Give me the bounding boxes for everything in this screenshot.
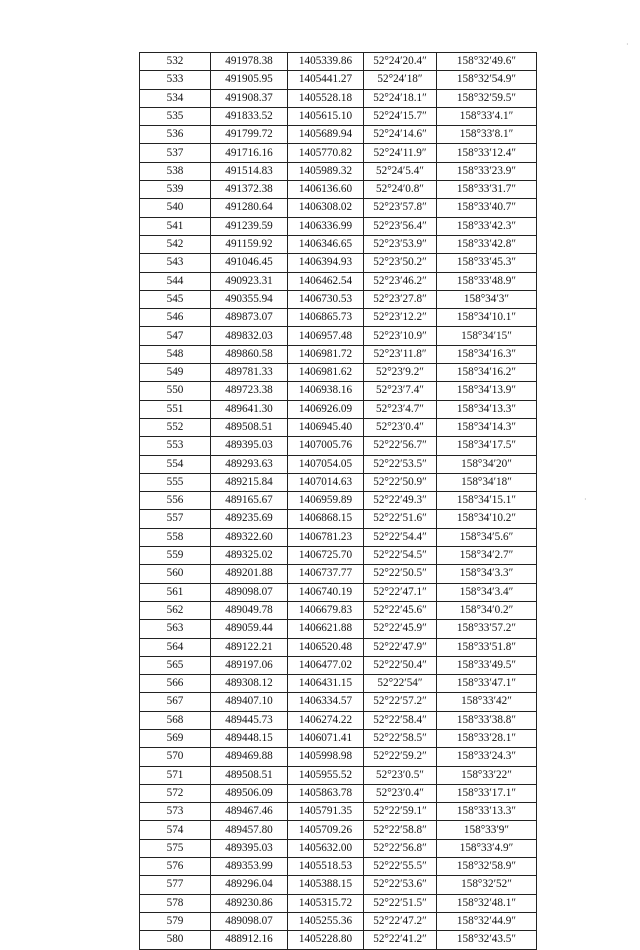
longitude-cell: 158°32′58.9″ bbox=[437, 858, 537, 876]
latitude-cell: 52°22′54.4″ bbox=[364, 528, 437, 546]
x-coordinate-cell: 489322.60 bbox=[211, 528, 288, 546]
point-number-cell: 558 bbox=[140, 528, 211, 546]
y-coordinate-cell: 1407005.76 bbox=[288, 437, 364, 455]
latitude-cell: 52°22′54″ bbox=[364, 675, 437, 693]
table-row bbox=[140, 272, 537, 290]
longitude-cell: 158°34′10.2″ bbox=[437, 510, 537, 528]
point-number-cell: 569 bbox=[140, 729, 211, 747]
table-row bbox=[140, 144, 537, 162]
x-coordinate-cell: 491514.83 bbox=[211, 162, 288, 180]
y-coordinate-cell: 1406308.02 bbox=[288, 199, 364, 217]
x-coordinate-cell: 491239.59 bbox=[211, 217, 288, 235]
longitude-cell: 158°33′12.4″ bbox=[437, 144, 537, 162]
y-coordinate-cell: 1407014.63 bbox=[288, 473, 364, 491]
latitude-cell: 52°22′57.2″ bbox=[364, 693, 437, 711]
table-row bbox=[140, 345, 537, 363]
table-row bbox=[140, 729, 537, 747]
x-coordinate-cell: 491046.45 bbox=[211, 254, 288, 272]
longitude-cell: 158°33′22″ bbox=[437, 766, 537, 784]
longitude-cell: 158°34′15″ bbox=[437, 327, 537, 345]
longitude-cell: 158°33′47.1″ bbox=[437, 675, 537, 693]
table-row bbox=[140, 418, 537, 436]
y-coordinate-cell: 1406865.73 bbox=[288, 309, 364, 327]
x-coordinate-cell: 489873.07 bbox=[211, 309, 288, 327]
longitude-cell: 158°34′16.2″ bbox=[437, 364, 537, 382]
point-number-cell: 544 bbox=[140, 272, 211, 290]
x-coordinate-cell: 489469.88 bbox=[211, 748, 288, 766]
y-coordinate-cell: 1406520.48 bbox=[288, 638, 364, 656]
table-row bbox=[140, 931, 537, 949]
x-coordinate-cell: 491833.52 bbox=[211, 107, 288, 125]
point-number-cell: 565 bbox=[140, 656, 211, 674]
longitude-cell: 158°34′13.3″ bbox=[437, 400, 537, 418]
table-row bbox=[140, 199, 537, 217]
point-number-cell: 552 bbox=[140, 418, 211, 436]
table-row bbox=[140, 894, 537, 912]
table-row bbox=[140, 473, 537, 491]
table-row bbox=[140, 107, 537, 125]
x-coordinate-cell: 489448.15 bbox=[211, 729, 288, 747]
x-coordinate-cell: 491159.92 bbox=[211, 235, 288, 253]
y-coordinate-cell: 1406981.72 bbox=[288, 345, 364, 363]
point-number-cell: 567 bbox=[140, 693, 211, 711]
latitude-cell: 52°22′47.1″ bbox=[364, 583, 437, 601]
y-coordinate-cell: 1406926.09 bbox=[288, 400, 364, 418]
coordinates-table bbox=[139, 52, 537, 950]
longitude-cell: 158°33′8.1″ bbox=[437, 126, 537, 144]
x-coordinate-cell: 491908.37 bbox=[211, 89, 288, 107]
latitude-cell: 52°22′54.5″ bbox=[364, 547, 437, 565]
point-number-cell: 553 bbox=[140, 437, 211, 455]
table-row bbox=[140, 876, 537, 894]
y-coordinate-cell: 1407054.05 bbox=[288, 455, 364, 473]
latitude-cell: 52°22′58.5″ bbox=[364, 729, 437, 747]
longitude-cell: 158°33′42″ bbox=[437, 693, 537, 711]
longitude-cell: 158°33′38.8″ bbox=[437, 711, 537, 729]
table-row bbox=[140, 455, 537, 473]
longitude-cell: 158°33′28.1″ bbox=[437, 729, 537, 747]
latitude-cell: 52°23′0.4″ bbox=[364, 418, 437, 436]
point-number-cell: 545 bbox=[140, 290, 211, 308]
latitude-cell: 52°23′53.9″ bbox=[364, 235, 437, 253]
latitude-cell: 52°23′12.2″ bbox=[364, 309, 437, 327]
latitude-cell: 52°24′0.8″ bbox=[364, 181, 437, 199]
latitude-cell: 52°24′5.4″ bbox=[364, 162, 437, 180]
x-coordinate-cell: 489215.84 bbox=[211, 473, 288, 491]
x-coordinate-cell: 490355.94 bbox=[211, 290, 288, 308]
y-coordinate-cell: 1406431.15 bbox=[288, 675, 364, 693]
y-coordinate-cell: 1406621.88 bbox=[288, 620, 364, 638]
latitude-cell: 52°24′18″ bbox=[364, 71, 437, 89]
latitude-cell: 52°23′0.5″ bbox=[364, 766, 437, 784]
y-coordinate-cell: 1405863.78 bbox=[288, 784, 364, 802]
longitude-cell: 158°34′13.9″ bbox=[437, 382, 537, 400]
table-row bbox=[140, 784, 537, 802]
longitude-cell: 158°33′40.7″ bbox=[437, 199, 537, 217]
table-row bbox=[140, 290, 537, 308]
latitude-cell: 52°22′53.5″ bbox=[364, 455, 437, 473]
latitude-cell: 52°24′14.6″ bbox=[364, 126, 437, 144]
point-number-cell: 575 bbox=[140, 839, 211, 857]
x-coordinate-cell: 489395.03 bbox=[211, 839, 288, 857]
latitude-cell: 52°22′51.6″ bbox=[364, 510, 437, 528]
x-coordinate-cell: 491716.16 bbox=[211, 144, 288, 162]
x-coordinate-cell: 489781.33 bbox=[211, 364, 288, 382]
point-number-cell: 578 bbox=[140, 894, 211, 912]
y-coordinate-cell: 1405791.35 bbox=[288, 803, 364, 821]
coordinates-table-body bbox=[140, 53, 537, 950]
table-row bbox=[140, 235, 537, 253]
latitude-cell: 52°23′4.7″ bbox=[364, 400, 437, 418]
latitude-cell: 52°22′58.4″ bbox=[364, 711, 437, 729]
longitude-cell: 158°32′48.1″ bbox=[437, 894, 537, 912]
x-coordinate-cell: 489467.46 bbox=[211, 803, 288, 821]
point-number-cell: 532 bbox=[140, 53, 211, 71]
y-coordinate-cell: 1405770.82 bbox=[288, 144, 364, 162]
table-row bbox=[140, 382, 537, 400]
point-number-cell: 549 bbox=[140, 364, 211, 382]
latitude-cell: 52°22′41.2″ bbox=[364, 931, 437, 949]
y-coordinate-cell: 1406737.77 bbox=[288, 565, 364, 583]
table-row bbox=[140, 565, 537, 583]
latitude-cell: 52°22′50.5″ bbox=[364, 565, 437, 583]
y-coordinate-cell: 1405441.27 bbox=[288, 71, 364, 89]
point-number-cell: 547 bbox=[140, 327, 211, 345]
latitude-cell: 52°23′57.8″ bbox=[364, 199, 437, 217]
table-row bbox=[140, 858, 537, 876]
y-coordinate-cell: 1406679.83 bbox=[288, 601, 364, 619]
x-coordinate-cell: 489508.51 bbox=[211, 418, 288, 436]
point-number-cell: 546 bbox=[140, 309, 211, 327]
table-row bbox=[140, 492, 537, 510]
point-number-cell: 542 bbox=[140, 235, 211, 253]
point-number-cell: 580 bbox=[140, 931, 211, 949]
table-row bbox=[140, 711, 537, 729]
y-coordinate-cell: 1405388.15 bbox=[288, 876, 364, 894]
table-row bbox=[140, 53, 537, 71]
longitude-cell: 158°33′17.1″ bbox=[437, 784, 537, 802]
longitude-cell: 158°34′20″ bbox=[437, 455, 537, 473]
y-coordinate-cell: 1406868.15 bbox=[288, 510, 364, 528]
latitude-cell: 52°23′11.8″ bbox=[364, 345, 437, 363]
y-coordinate-cell: 1405339.86 bbox=[288, 53, 364, 71]
longitude-cell: 158°33′51.8″ bbox=[437, 638, 537, 656]
latitude-cell: 52°24′18.1″ bbox=[364, 89, 437, 107]
x-coordinate-cell: 489059.44 bbox=[211, 620, 288, 638]
latitude-cell: 52°22′45.9″ bbox=[364, 620, 437, 638]
x-coordinate-cell: 489098.07 bbox=[211, 912, 288, 930]
longitude-cell: 158°34′16.3″ bbox=[437, 345, 537, 363]
x-coordinate-cell: 489860.58 bbox=[211, 345, 288, 363]
table-row bbox=[140, 803, 537, 821]
latitude-cell: 52°23′27.8″ bbox=[364, 290, 437, 308]
point-number-cell: 574 bbox=[140, 821, 211, 839]
y-coordinate-cell: 1405255.36 bbox=[288, 912, 364, 930]
point-number-cell: 536 bbox=[140, 126, 211, 144]
point-number-cell: 572 bbox=[140, 784, 211, 802]
x-coordinate-cell: 489325.02 bbox=[211, 547, 288, 565]
longitude-cell: 158°33′42.8″ bbox=[437, 235, 537, 253]
x-coordinate-cell: 490923.31 bbox=[211, 272, 288, 290]
longitude-cell: 158°33′4.9″ bbox=[437, 839, 537, 857]
latitude-cell: 52°23′7.4″ bbox=[364, 382, 437, 400]
table-row bbox=[140, 437, 537, 455]
point-number-cell: 537 bbox=[140, 144, 211, 162]
longitude-cell: 158°32′52″ bbox=[437, 876, 537, 894]
point-number-cell: 534 bbox=[140, 89, 211, 107]
longitude-cell: 158°33′45.3″ bbox=[437, 254, 537, 272]
latitude-cell: 52°23′50.2″ bbox=[364, 254, 437, 272]
y-coordinate-cell: 1405528.18 bbox=[288, 89, 364, 107]
point-number-cell: 554 bbox=[140, 455, 211, 473]
point-number-cell: 568 bbox=[140, 711, 211, 729]
x-coordinate-cell: 489506.09 bbox=[211, 784, 288, 802]
x-coordinate-cell: 489832.03 bbox=[211, 327, 288, 345]
y-coordinate-cell: 1405228.80 bbox=[288, 931, 364, 949]
point-number-cell: 571 bbox=[140, 766, 211, 784]
y-coordinate-cell: 1405315.72 bbox=[288, 894, 364, 912]
x-coordinate-cell: 489395.03 bbox=[211, 437, 288, 455]
latitude-cell: 52°22′56.8″ bbox=[364, 839, 437, 857]
x-coordinate-cell: 491978.38 bbox=[211, 53, 288, 71]
y-coordinate-cell: 1406477.02 bbox=[288, 656, 364, 674]
y-coordinate-cell: 1406274.22 bbox=[288, 711, 364, 729]
table-row bbox=[140, 71, 537, 89]
y-coordinate-cell: 1406462.54 bbox=[288, 272, 364, 290]
y-coordinate-cell: 1406346.65 bbox=[288, 235, 364, 253]
y-coordinate-cell: 1406394.93 bbox=[288, 254, 364, 272]
x-coordinate-cell: 489457.80 bbox=[211, 821, 288, 839]
x-coordinate-cell: 489508.51 bbox=[211, 766, 288, 784]
y-coordinate-cell: 1405709.26 bbox=[288, 821, 364, 839]
latitude-cell: 52°23′9.2″ bbox=[364, 364, 437, 382]
y-coordinate-cell: 1405615.10 bbox=[288, 107, 364, 125]
point-number-cell: 541 bbox=[140, 217, 211, 235]
table-row bbox=[140, 547, 537, 565]
point-number-cell: 533 bbox=[140, 71, 211, 89]
point-number-cell: 570 bbox=[140, 748, 211, 766]
point-number-cell: 539 bbox=[140, 181, 211, 199]
x-coordinate-cell: 489723.38 bbox=[211, 382, 288, 400]
y-coordinate-cell: 1406938.16 bbox=[288, 382, 364, 400]
y-coordinate-cell: 1405998.98 bbox=[288, 748, 364, 766]
y-coordinate-cell: 1405518.53 bbox=[288, 858, 364, 876]
y-coordinate-cell: 1406957.48 bbox=[288, 327, 364, 345]
latitude-cell: 52°23′10.9″ bbox=[364, 327, 437, 345]
point-number-cell: 566 bbox=[140, 675, 211, 693]
y-coordinate-cell: 1406336.99 bbox=[288, 217, 364, 235]
x-coordinate-cell: 489235.69 bbox=[211, 510, 288, 528]
longitude-cell: 158°32′59.5″ bbox=[437, 89, 537, 107]
table-row bbox=[140, 620, 537, 638]
latitude-cell: 52°22′51.5″ bbox=[364, 894, 437, 912]
table-row bbox=[140, 400, 537, 418]
table-row bbox=[140, 839, 537, 857]
x-coordinate-cell: 488912.16 bbox=[211, 931, 288, 949]
x-coordinate-cell: 489407.10 bbox=[211, 693, 288, 711]
table-row bbox=[140, 162, 537, 180]
latitude-cell: 52°23′56.4″ bbox=[364, 217, 437, 235]
x-coordinate-cell: 489353.99 bbox=[211, 858, 288, 876]
table-row bbox=[140, 693, 537, 711]
y-coordinate-cell: 1406781.23 bbox=[288, 528, 364, 546]
y-coordinate-cell: 1405989.32 bbox=[288, 162, 364, 180]
x-coordinate-cell: 489201.88 bbox=[211, 565, 288, 583]
latitude-cell: 52°24′15.7″ bbox=[364, 107, 437, 125]
longitude-cell: 158°33′4.1″ bbox=[437, 107, 537, 125]
y-coordinate-cell: 1405689.94 bbox=[288, 126, 364, 144]
point-number-cell: 543 bbox=[140, 254, 211, 272]
table-row bbox=[140, 181, 537, 199]
y-coordinate-cell: 1406136.60 bbox=[288, 181, 364, 199]
longitude-cell: 158°33′31.7″ bbox=[437, 181, 537, 199]
table-row bbox=[140, 766, 537, 784]
longitude-cell: 158°32′44.9″ bbox=[437, 912, 537, 930]
point-number-cell: 540 bbox=[140, 199, 211, 217]
x-coordinate-cell: 489230.86 bbox=[211, 894, 288, 912]
longitude-cell: 158°34′18″ bbox=[437, 473, 537, 491]
x-coordinate-cell: 491905.95 bbox=[211, 71, 288, 89]
y-coordinate-cell: 1406945.40 bbox=[288, 418, 364, 436]
longitude-cell: 158°33′57.2″ bbox=[437, 620, 537, 638]
scan-speck: · bbox=[626, 40, 629, 49]
y-coordinate-cell: 1406071.41 bbox=[288, 729, 364, 747]
point-number-cell: 538 bbox=[140, 162, 211, 180]
y-coordinate-cell: 1406959.89 bbox=[288, 492, 364, 510]
x-coordinate-cell: 489122.21 bbox=[211, 638, 288, 656]
y-coordinate-cell: 1406740.19 bbox=[288, 583, 364, 601]
longitude-cell: 158°32′54.9″ bbox=[437, 71, 537, 89]
point-number-cell: 556 bbox=[140, 492, 211, 510]
point-number-cell: 577 bbox=[140, 876, 211, 894]
table-row bbox=[140, 821, 537, 839]
longitude-cell: 158°33′48.9″ bbox=[437, 272, 537, 290]
latitude-cell: 52°23′46.2″ bbox=[364, 272, 437, 290]
latitude-cell: 52°24′11.9″ bbox=[364, 144, 437, 162]
longitude-cell: 158°34′17.5″ bbox=[437, 437, 537, 455]
point-number-cell: 535 bbox=[140, 107, 211, 125]
table-row bbox=[140, 748, 537, 766]
point-number-cell: 548 bbox=[140, 345, 211, 363]
latitude-cell: 52°23′0.4″ bbox=[364, 784, 437, 802]
scan-speck: · bbox=[584, 495, 587, 504]
longitude-cell: 158°34′14.3″ bbox=[437, 418, 537, 436]
longitude-cell: 158°33′13.3″ bbox=[437, 803, 537, 821]
point-number-cell: 561 bbox=[140, 583, 211, 601]
table-row bbox=[140, 583, 537, 601]
latitude-cell: 52°22′55.5″ bbox=[364, 858, 437, 876]
latitude-cell: 52°22′59.1″ bbox=[364, 803, 437, 821]
table-row bbox=[140, 254, 537, 272]
x-coordinate-cell: 491280.64 bbox=[211, 199, 288, 217]
latitude-cell: 52°22′45.6″ bbox=[364, 601, 437, 619]
latitude-cell: 52°22′50.9″ bbox=[364, 473, 437, 491]
point-number-cell: 563 bbox=[140, 620, 211, 638]
x-coordinate-cell: 491799.72 bbox=[211, 126, 288, 144]
point-number-cell: 559 bbox=[140, 547, 211, 565]
x-coordinate-cell: 489165.67 bbox=[211, 492, 288, 510]
x-coordinate-cell: 489098.07 bbox=[211, 583, 288, 601]
table-row bbox=[140, 89, 537, 107]
latitude-cell: 52°22′50.4″ bbox=[364, 656, 437, 674]
table-row bbox=[140, 364, 537, 382]
latitude-cell: 52°22′53.6″ bbox=[364, 876, 437, 894]
x-coordinate-cell: 489293.63 bbox=[211, 455, 288, 473]
latitude-cell: 52°22′59.2″ bbox=[364, 748, 437, 766]
latitude-cell: 52°22′47.2″ bbox=[364, 912, 437, 930]
table-row bbox=[140, 309, 537, 327]
longitude-cell: 158°33′24.3″ bbox=[437, 748, 537, 766]
table-row bbox=[140, 912, 537, 930]
latitude-cell: 52°22′49.3″ bbox=[364, 492, 437, 510]
table-row bbox=[140, 675, 537, 693]
x-coordinate-cell: 489445.73 bbox=[211, 711, 288, 729]
y-coordinate-cell: 1406981.62 bbox=[288, 364, 364, 382]
point-number-cell: 555 bbox=[140, 473, 211, 491]
longitude-cell: 158°32′49.6″ bbox=[437, 53, 537, 71]
point-number-cell: 576 bbox=[140, 858, 211, 876]
longitude-cell: 158°32′43.5″ bbox=[437, 931, 537, 949]
longitude-cell: 158°34′15.1″ bbox=[437, 492, 537, 510]
x-coordinate-cell: 489308.12 bbox=[211, 675, 288, 693]
table-row bbox=[140, 656, 537, 674]
longitude-cell: 158°34′10.1″ bbox=[437, 309, 537, 327]
table-row bbox=[140, 528, 537, 546]
point-number-cell: 579 bbox=[140, 912, 211, 930]
latitude-cell: 52°22′58.8″ bbox=[364, 821, 437, 839]
table-row bbox=[140, 126, 537, 144]
longitude-cell: 158°33′49.5″ bbox=[437, 656, 537, 674]
latitude-cell: 52°22′56.7″ bbox=[364, 437, 437, 455]
latitude-cell: 52°22′47.9″ bbox=[364, 638, 437, 656]
point-number-cell: 564 bbox=[140, 638, 211, 656]
point-number-cell: 557 bbox=[140, 510, 211, 528]
x-coordinate-cell: 489049.78 bbox=[211, 601, 288, 619]
point-number-cell: 551 bbox=[140, 400, 211, 418]
table-row bbox=[140, 327, 537, 345]
table-row bbox=[140, 510, 537, 528]
x-coordinate-cell: 489197.06 bbox=[211, 656, 288, 674]
longitude-cell: 158°34′5.6″ bbox=[437, 528, 537, 546]
point-number-cell: 573 bbox=[140, 803, 211, 821]
longitude-cell: 158°33′42.3″ bbox=[437, 217, 537, 235]
longitude-cell: 158°33′9″ bbox=[437, 821, 537, 839]
x-coordinate-cell: 491372.38 bbox=[211, 181, 288, 199]
point-number-cell: 550 bbox=[140, 382, 211, 400]
longitude-cell: 158°34′3.3″ bbox=[437, 565, 537, 583]
y-coordinate-cell: 1406730.53 bbox=[288, 290, 364, 308]
y-coordinate-cell: 1406334.57 bbox=[288, 693, 364, 711]
y-coordinate-cell: 1405632.00 bbox=[288, 839, 364, 857]
longitude-cell: 158°34′3″ bbox=[437, 290, 537, 308]
longitude-cell: 158°33′23.9″ bbox=[437, 162, 537, 180]
latitude-cell: 52°24′20.4″ bbox=[364, 53, 437, 71]
point-number-cell: 562 bbox=[140, 601, 211, 619]
longitude-cell: 158°34′3.4″ bbox=[437, 583, 537, 601]
longitude-cell: 158°34′0.2″ bbox=[437, 601, 537, 619]
y-coordinate-cell: 1406725.70 bbox=[288, 547, 364, 565]
y-coordinate-cell: 1405955.52 bbox=[288, 766, 364, 784]
x-coordinate-cell: 489641.30 bbox=[211, 400, 288, 418]
table-row bbox=[140, 601, 537, 619]
table-row bbox=[140, 638, 537, 656]
table-row bbox=[140, 217, 537, 235]
longitude-cell: 158°34′2.7″ bbox=[437, 547, 537, 565]
x-coordinate-cell: 489296.04 bbox=[211, 876, 288, 894]
point-number-cell: 560 bbox=[140, 565, 211, 583]
